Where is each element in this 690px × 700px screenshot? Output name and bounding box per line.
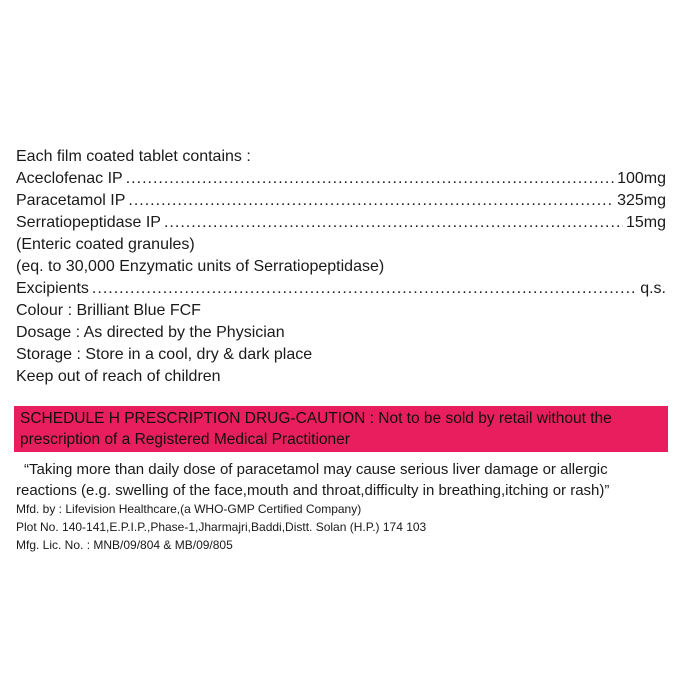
- excipients-row: [16, 278, 666, 300]
- enzymatic-units-note: (eq. to 30,000 Enzymatic units of Serratiopeptidase): [16, 258, 385, 275]
- composition-block: [16, 146, 666, 388]
- ingredient-row-paracetamol: [16, 190, 666, 212]
- mfd-by-line: Mfd. by : Lifevision Healthcare,(a WHO-GMP Certified Company): [16, 502, 362, 516]
- caution-line-2: reactions (e.g. swelling of the face,mouth and throat,difficulty in breathing,itching or rash)”: [16, 482, 610, 499]
- schedule-h-warning-banner: [14, 406, 668, 452]
- ingredient-row-serratiopeptidase: [16, 212, 666, 234]
- manufacturer-info: [16, 500, 676, 554]
- keep-out-line: Keep out of reach of children: [16, 368, 221, 385]
- address-line: Plot No. 140-141,E.P.I.P.,Phase-1,Jharmajri,Baddi,Distt. Solan (H.P.) 174 103: [16, 520, 427, 534]
- dosage-line: Dosage : As directed by the Physician: [16, 324, 285, 341]
- ingredient-name: Serratiopeptidase IP: [16, 214, 161, 231]
- colour-line: Colour : Brilliant Blue FCF: [16, 302, 201, 319]
- dot-leader: [92, 278, 637, 300]
- ingredient-row-aceclofenac: [16, 168, 666, 190]
- ingredient-qty: 325mg: [617, 192, 666, 209]
- dot-leader: [128, 190, 614, 212]
- dot-leader: [164, 212, 623, 234]
- license-line: Mfg. Lic. No. : MNB/09/804 & MB/09/805: [16, 538, 233, 552]
- excipients-name: Excipients: [16, 280, 89, 297]
- composition-heading: Each film coated tablet contains :: [16, 148, 251, 165]
- caution-line-1: “Taking more than daily dose of paracetamol may cause serious liver damage or allergic: [24, 461, 608, 478]
- dot-leader: [126, 168, 614, 190]
- enteric-note: (Enteric coated granules): [16, 236, 195, 253]
- warning-line-2: prescription of a Registered Medical Practitioner: [20, 431, 350, 448]
- ingredient-qty: 100mg: [617, 170, 666, 187]
- ingredient-name: Aceclofenac IP: [16, 170, 123, 187]
- paracetamol-caution-note: [16, 459, 676, 501]
- ingredient-name: Paracetamol IP: [16, 192, 126, 209]
- ingredient-qty: 15mg: [625, 214, 666, 231]
- storage-line: Storage : Store in a cool, dry & dark place: [16, 346, 313, 363]
- warning-line-1: SCHEDULE H PRESCRIPTION DRUG-CAUTION : Not to be sold by retail without the: [20, 410, 612, 427]
- excipients-qty: q.s.: [640, 280, 666, 297]
